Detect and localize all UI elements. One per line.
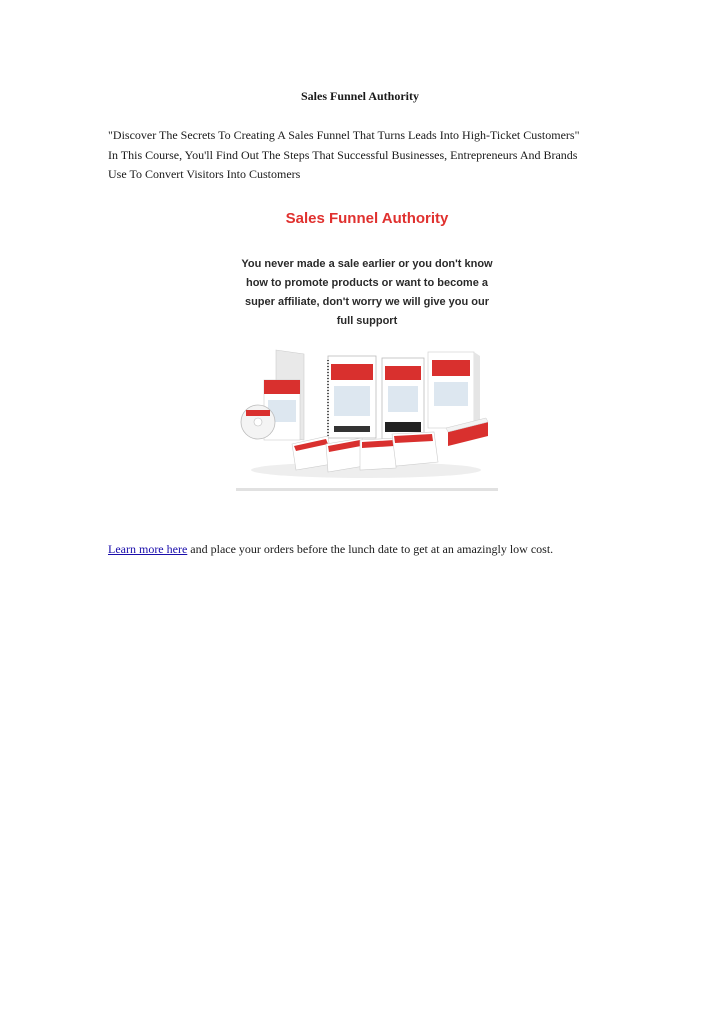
cta-text: and place your orders before the lunch date to get at an amazingly low cost.	[187, 542, 554, 556]
learn-more-link[interactable]: Learn more here	[108, 542, 188, 556]
product-spiral-book	[328, 356, 376, 438]
product-bundle-image	[236, 340, 498, 485]
promo-text-line: You never made a sale earlier or you don't know	[241, 258, 493, 270]
intro-paragraph	[108, 126, 628, 185]
promo-text-line: full support	[336, 315, 398, 327]
intro-line: In This Course, You'll Find Out The Steps That Successful Businesses, Entrepreneurs And Brands	[108, 147, 578, 162]
intro-line: Use To Convert Visitors Into Customers	[108, 167, 301, 181]
promo-divider	[236, 488, 498, 491]
promo-text-line: super affiliate, don't worry we will give you our	[244, 296, 490, 308]
promo-text-line: how to promote products or want to become a	[245, 277, 488, 289]
cta-paragraph	[108, 542, 553, 557]
product-cd	[241, 405, 275, 439]
intro-line: "Discover The Secrets To Creating A Sales Funnel That Turns Leads Into High-Ticket Customers"	[108, 128, 580, 142]
promo-title: Sales Funnel Authority	[285, 210, 449, 227]
product-box-right	[428, 352, 488, 446]
promo-image	[236, 200, 498, 492]
promo-text	[236, 255, 498, 331]
page-title: Sales Funnel Authority	[300, 89, 420, 103]
product-checklist-book	[382, 358, 424, 440]
